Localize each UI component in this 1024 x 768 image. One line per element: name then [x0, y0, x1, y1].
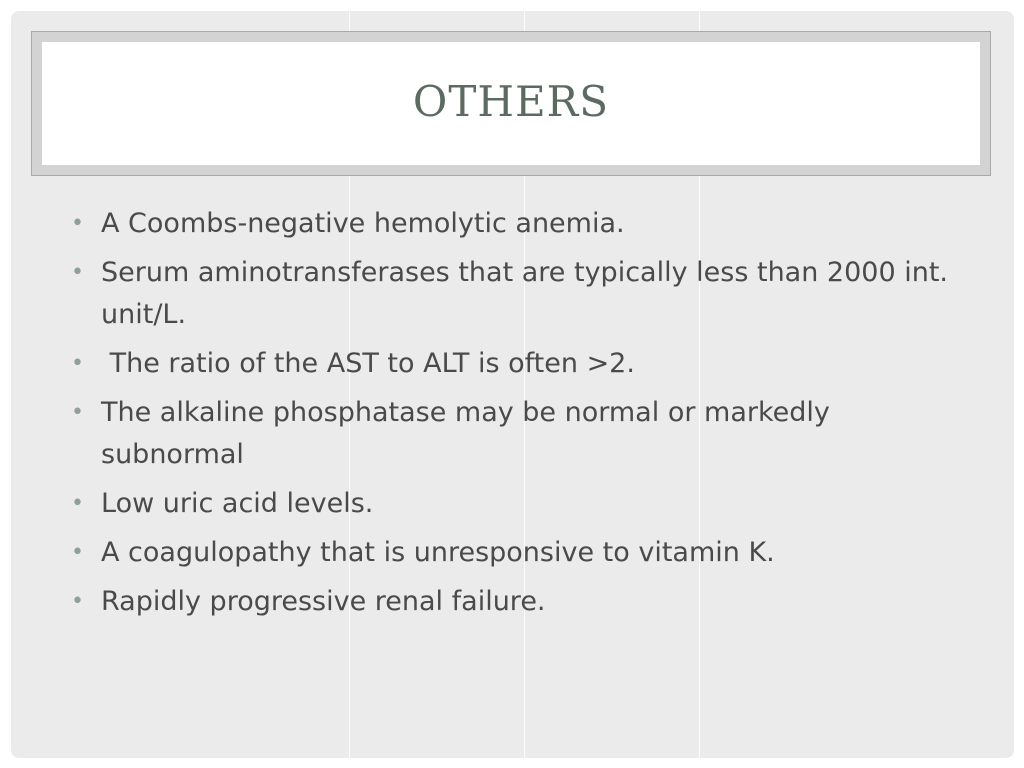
bullet-icon: • [71, 351, 84, 376]
bullet-text: A coagulopathy that is unresponsive to vitamin K. [101, 537, 775, 568]
bullet-text: The ratio of the AST to ALT is often >2. [101, 348, 635, 379]
bullet-icon: • [71, 260, 84, 285]
title-frame [31, 31, 991, 176]
bullet-icon: • [71, 211, 84, 236]
bullet-text: Rapidly progressive renal failure. [101, 586, 546, 617]
title-box [42, 42, 980, 165]
bullet-item [71, 203, 951, 245]
bullet-item [71, 252, 951, 336]
bullet-text: The alkaline phosphatase may be normal or markedly subnormal [101, 397, 830, 470]
bullet-item [71, 392, 951, 476]
bullet-icon: • [71, 400, 84, 425]
bullet-text: Serum aminotransferases that are typically less than 2000 int. unit/L. [101, 257, 948, 330]
bullet-item [71, 343, 951, 385]
bullet-text: Low uric acid levels. [101, 488, 374, 519]
bullet-item [71, 483, 951, 525]
slide [11, 11, 1014, 758]
bullet-icon: • [71, 491, 84, 516]
bullet-text: A Coombs-negative hemolytic anemia. [101, 208, 625, 239]
bullet-icon: • [71, 540, 84, 565]
bullet-item [71, 581, 951, 623]
bullet-icon: • [71, 589, 84, 614]
bullet-item [71, 532, 951, 574]
slide-title: OTHERS [412, 76, 610, 126]
bullet-list [71, 203, 951, 630]
